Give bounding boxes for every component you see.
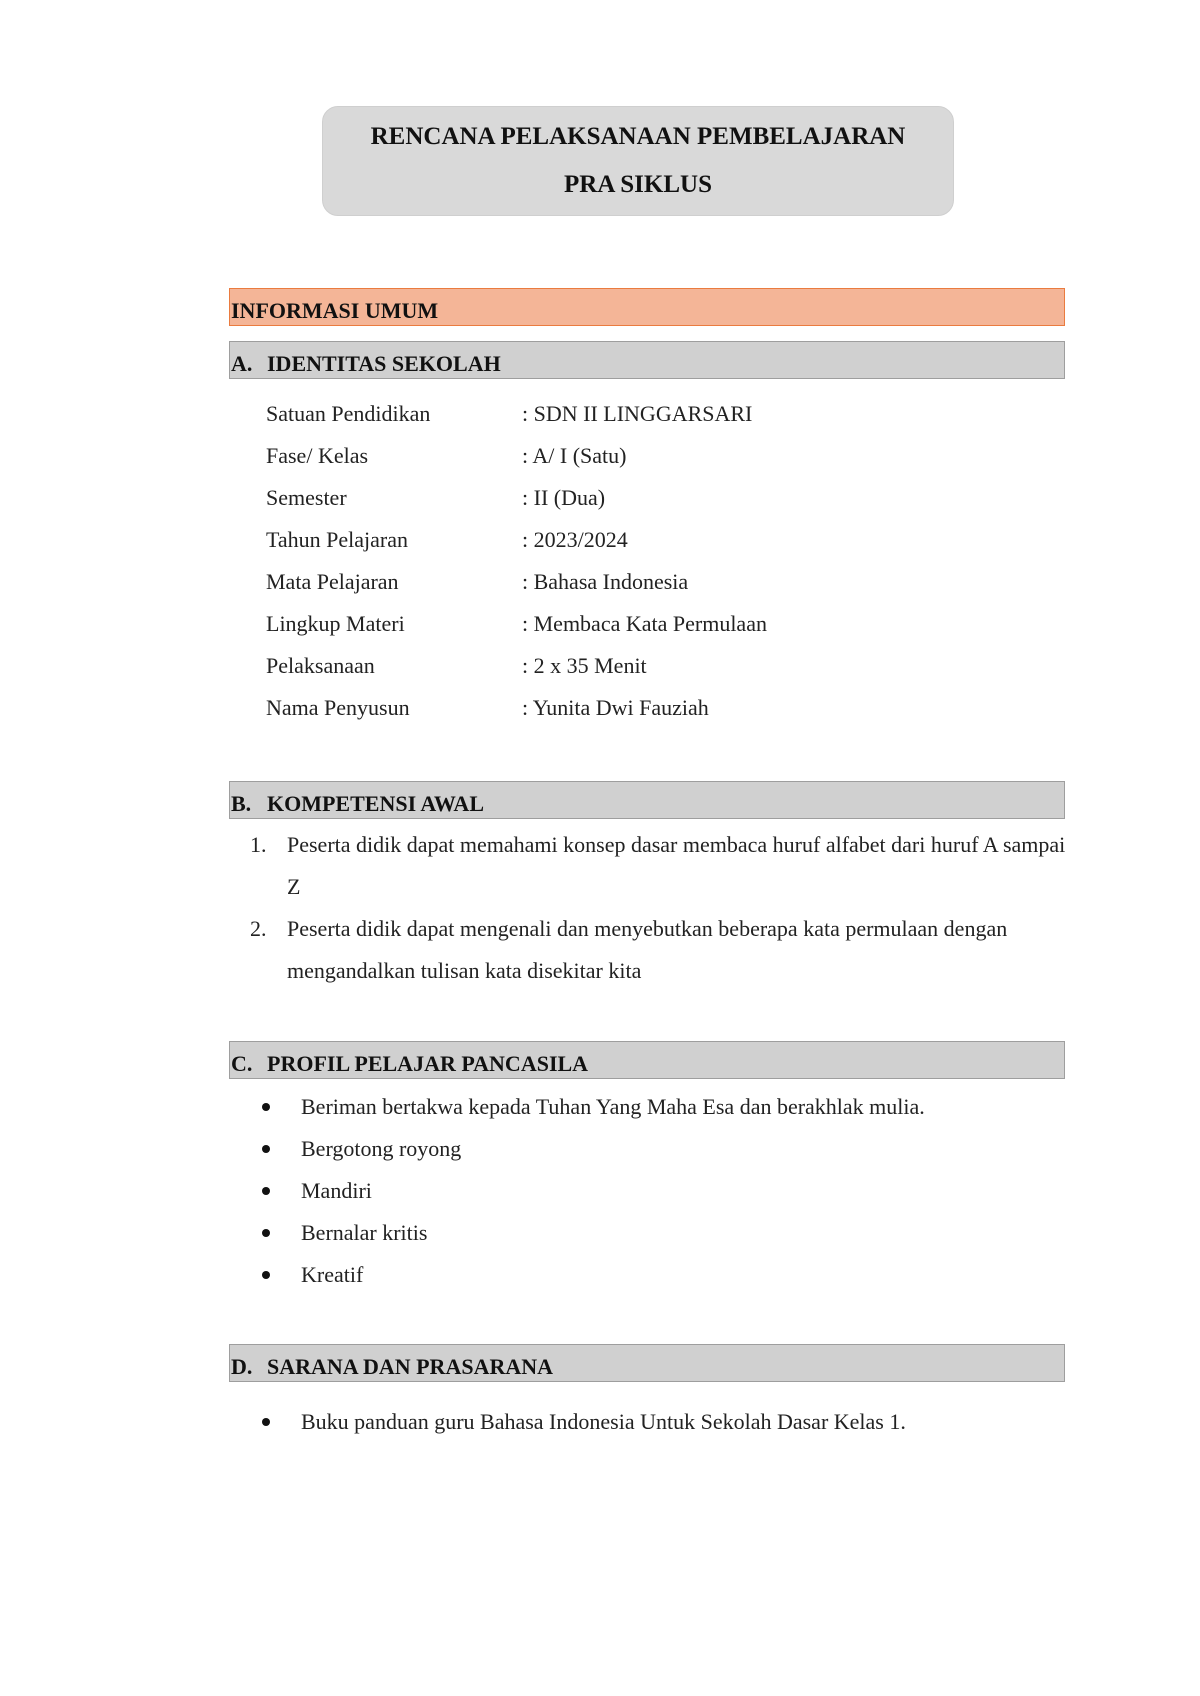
section-a-header — [229, 341, 1065, 379]
identitas-value: : Membaca Kata Permulaan — [522, 611, 767, 636]
bullet-dot-icon — [262, 1271, 270, 1279]
identitas-label: Fase/ Kelas — [266, 443, 369, 468]
section-d-title: SARANA DAN PRASARANA — [267, 1354, 554, 1379]
bullet-dot-icon — [262, 1187, 270, 1195]
identitas-value: : A/ I (Satu) — [522, 443, 627, 468]
identitas-value: : II (Dua) — [522, 485, 606, 510]
sarana-text: Buku panduan guru Bahasa Indonesia Untuk Sekolah Dasar Kelas 1. — [301, 1409, 906, 1434]
kompetensi-number: 2. — [250, 916, 267, 941]
identitas-label: Tahun Pelajaran — [266, 527, 409, 552]
profil-text: Mandiri — [301, 1178, 372, 1203]
profil-text: Bernalar kritis — [301, 1220, 428, 1245]
bullet-dot-icon — [262, 1145, 270, 1153]
profil-text: Kreatif — [301, 1262, 364, 1287]
bullet-dot-icon — [262, 1418, 270, 1426]
section-c-letter: C. — [231, 1051, 253, 1076]
info-umum-header — [229, 288, 1065, 326]
identitas-value: : Yunita Dwi Fauziah — [522, 695, 709, 720]
kompetensi-number: 1. — [250, 832, 267, 857]
section-c-header — [229, 1041, 1065, 1079]
document-subtitle: PRA SIKLUS — [564, 171, 712, 198]
section-b-header — [229, 781, 1065, 819]
profil-text: Bergotong royong — [301, 1136, 462, 1161]
identitas-value: : 2 x 35 Menit — [522, 653, 647, 678]
section-b-letter: B. — [231, 791, 252, 816]
bullet-dot-icon — [262, 1229, 270, 1237]
section-d-header — [229, 1344, 1065, 1382]
section-a-title: IDENTITAS SEKOLAH — [267, 351, 501, 376]
info-umum-label: INFORMASI UMUM — [231, 298, 439, 323]
identitas-label: Pelaksanaan — [266, 653, 375, 678]
section-d-letter: D. — [231, 1354, 253, 1379]
profil-text: Beriman bertakwa kepada Tuhan Yang Maha Esa dan berakhlak mulia. — [301, 1094, 925, 1119]
document-title-box — [322, 106, 954, 216]
document-title: RENCANA PELAKSANAAN PEMBELAJARAN — [370, 123, 906, 150]
kompetensi-text: Peserta didik dapat memahami konsep dasar membaca huruf alfabet dari huruf A sampai Z — [287, 832, 1066, 899]
section-c-title: PROFIL PELAJAR PANCASILA — [267, 1051, 589, 1076]
identitas-label: Semester — [266, 485, 347, 510]
identitas-label: Satuan Pendidikan — [266, 401, 431, 426]
identitas-label: Nama Penyusun — [266, 695, 410, 720]
identitas-value: : 2023/2024 — [522, 527, 628, 552]
identitas-value: : SDN II LINGGARSARI — [522, 401, 753, 426]
section-a-letter: A. — [231, 351, 253, 376]
identitas-value: : Bahasa Indonesia — [522, 569, 689, 594]
identitas-label: Mata Pelajaran — [266, 569, 399, 594]
identitas-label: Lingkup Materi — [266, 611, 405, 636]
kompetensi-text: Peserta didik dapat mengenali dan menyebutkan beberapa kata permulaan dengan mengandalkan tulisan kata disekitar kita — [287, 916, 1008, 983]
section-b-title: KOMPETENSI AWAL — [267, 791, 484, 816]
bullet-dot-icon — [262, 1103, 270, 1111]
